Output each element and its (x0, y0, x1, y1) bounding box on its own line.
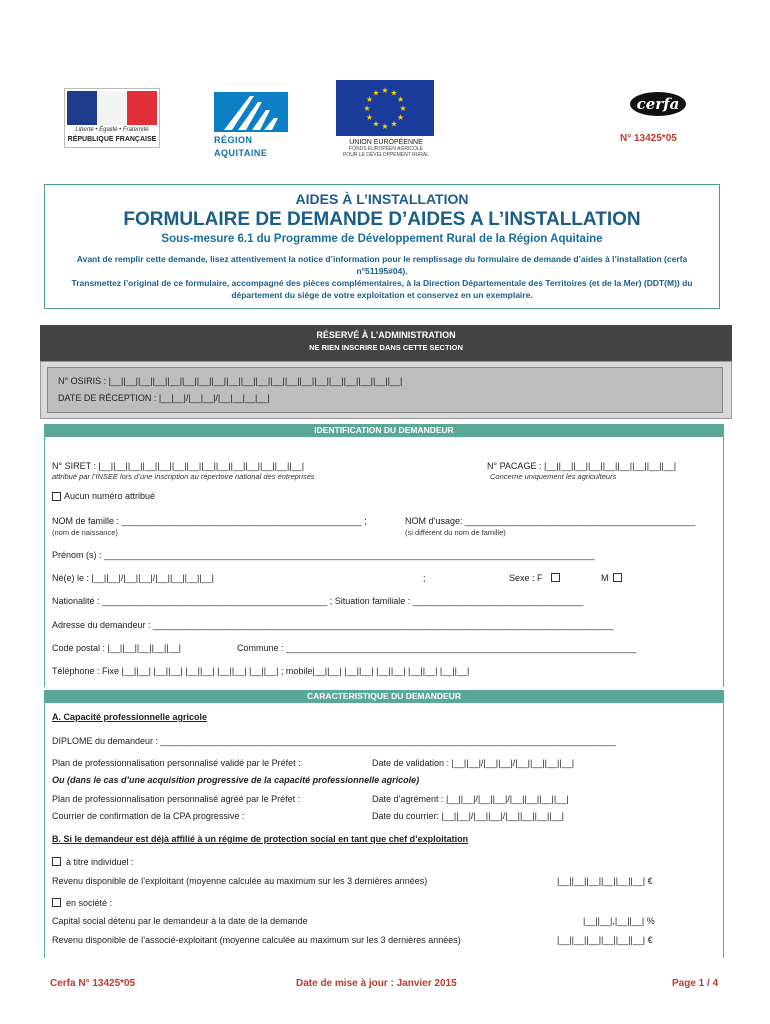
svg-text:★: ★ (390, 119, 398, 129)
siret-field[interactable]: N° SIRET : |__||__||__||__||__||__||__||__||__||__||__||__||__||__| (52, 461, 305, 471)
eu-name: UNION EUROPÉENNE (349, 139, 423, 146)
affiliation-title: B. Si le demandeur est déjà affilié à un régime de protection social en tant que chef d’exploitation (52, 834, 469, 844)
svg-text:★: ★ (381, 122, 389, 131)
no-number-label: Aucun numéro attribué (64, 491, 156, 501)
siret-note: attribué par l’INSEE lors d’une inscription au répertoire national des entreprises (52, 472, 315, 481)
code-postal-field[interactable]: Code postal : |__||__||__||__||__| (52, 643, 181, 653)
cerfa-logo: cerfa (630, 92, 686, 116)
union-europeenne-logo (336, 80, 436, 166)
en-societe-checkbox[interactable] (52, 898, 61, 907)
sexe-m-label: M (601, 573, 609, 583)
revenu-exploitant-label: Revenu disponible de l’exploitant (moyenne calculée au maximum sur les 3 dernières années) (52, 876, 428, 886)
plan-valide-label: Plan de professionnalisation personnalisé validé par le Préfet : (52, 758, 301, 768)
commune-field[interactable]: Commune : ______________________________________________________________________ (237, 643, 637, 653)
svg-text:★: ★ (365, 95, 373, 104)
no-number-checkbox[interactable] (52, 492, 61, 501)
svg-text:★: ★ (397, 113, 405, 122)
en-societe-label: en société : (66, 898, 113, 908)
footer-cerfa: Cerfa N° 13425*05 (50, 978, 136, 989)
revenu-associe-field[interactable]: |__||__||__||__||__||__| € (557, 935, 653, 945)
sous-mesure: Sous-mesure 6.1 du Programme de Développement Rural de la Région Aquitaine (161, 233, 603, 245)
rf-name: RÉPUBLIQUE FRANÇAISE (67, 136, 157, 143)
naissance-separator: ; (423, 573, 426, 583)
svg-text:★: ★ (365, 113, 373, 122)
aquitaine-mark-icon (214, 92, 288, 132)
titre-individuel-checkbox[interactable] (52, 857, 61, 866)
sexe-label: Sexe : F (509, 573, 543, 583)
cpa-progressive-note: Ou (dans le cas d’une acquisition progressive de la capacité professionnelle agricole) (52, 775, 420, 785)
date-courrier-field[interactable]: Date du courrier: |__||__|/|__||__|/|__||__||__||__| (372, 811, 565, 821)
diplome-field[interactable]: DIPLOME du demandeur : ___________________________________________________________________________________________ (52, 736, 617, 746)
caracteristique-header: CARACTERISTIQUE DU DEMANDEUR (44, 690, 724, 703)
nationalite-field[interactable]: Nationalité : _____________________________________________ ; Situation familiale : __________________________________ (52, 596, 583, 606)
capacite-title: A. Capacité professionnelle agricole (52, 712, 208, 722)
admin-note: NE RIEN INSCRIRE DANS CETTE SECTION (309, 343, 463, 352)
nom-usage-note: (si différent du nom de famille) (405, 528, 506, 537)
revenu-associe-label: Revenu disponible de l’associé-exploitant (moyenne calculée au maximum sur les 3 dernières années) (52, 935, 461, 945)
titre-individuel-label: à titre individuel : (66, 857, 134, 867)
plan-agree-label: Plan de professionnalisation personnalisé agréé par le Préfet : (52, 794, 301, 804)
sexe-m-checkbox[interactable] (613, 573, 622, 582)
admin-inner-box (47, 367, 723, 413)
svg-text:★: ★ (399, 104, 407, 113)
svg-text:★: ★ (363, 104, 371, 113)
svg-text:★: ★ (381, 86, 389, 95)
nom-usage-field[interactable]: NOM d’usage: ______________________________________________ (405, 516, 696, 526)
instructions-2: Transmettez l’original de ce formulaire, accompagné des pièces complémentaires, à la Direction Départementale des Territoires (et de la Mer) (DDT(M)) du département du siège de votre exploitation et conservez en un exemplaire. (71, 278, 693, 300)
nom-famille-field[interactable]: NOM de famille : ________________________________________________ ; (52, 516, 367, 526)
eu-flag-icon (336, 80, 434, 136)
date-agrement-field[interactable]: Date d’agrément : |__||__|/|__||__|/|__||__||__||__| (372, 794, 569, 804)
adresse-field[interactable]: Adresse du demandeur : ____________________________________________________________________________________________ (52, 620, 614, 630)
eu-fund-line1: FONDS EUROPÉEN AGRICOLE (349, 146, 423, 152)
identification-header: IDENTIFICATION DU DEMANDEUR (44, 424, 724, 437)
footer-page: Page 1 / 4 (672, 978, 719, 989)
telephone-field[interactable]: Téléphone : Fixe |__||__| |__||__| |__||__| |__||__| |__||__| ; mobile|__||__| |__||__| |__||__| |__||__| |__||__| (52, 666, 470, 676)
courrier-label: Courrier de confirmation de la CPA progressive : (52, 811, 245, 821)
title-box (44, 184, 720, 309)
revenu-exploitant-field[interactable]: |__||__||__||__||__||__| € (557, 876, 653, 886)
form-subtitle: AIDES À L’INSTALLATION (295, 191, 469, 207)
french-flag-icon (67, 91, 157, 125)
svg-text:★: ★ (372, 88, 380, 98)
reception-date-field[interactable]: DATE DE RÉCEPTION : |__|__|/|__|__|/|__|__|__|__| (58, 393, 270, 403)
page-title: FORMULAIRE DE DEMANDE D’AIDES A L’INSTALLATION (123, 209, 641, 230)
republique-francaise-logo (64, 88, 160, 148)
svg-text:★: ★ (372, 119, 380, 129)
admin-section-body (40, 361, 732, 419)
sexe-f-checkbox[interactable] (551, 573, 560, 582)
region-aquitaine-logo (214, 92, 288, 158)
pacage-note: Concerne uniquement les agriculteurs (490, 472, 617, 481)
footer-date: Date de mise à jour : Janvier 2015 (296, 978, 457, 989)
eu-fund-line2: POUR LE DÉVELOPPEMENT RURAL (342, 152, 430, 158)
osiris-field[interactable]: N° OSIRIS : |__||__||__||__||__||__||__||__||__||__||__||__||__||__||__||__||__||__||__||__| (58, 376, 403, 386)
rf-motto: Liberté • Égalité • Fraternité (75, 127, 149, 133)
instructions-1: Avant de remplir cette demande, lisez attentivement la notice d’information pour le remplissage du formulaire de demande d’aides à l’installation (cerfa n°51195#04). (76, 254, 688, 276)
naissance-field[interactable]: Né(e) le : |__||__|/|__||__|/|__||__||__||__| (52, 573, 215, 583)
capital-social-field[interactable]: |__||__|,|__||__| % (583, 916, 655, 926)
cerfa-number: N° 13425*05 (620, 133, 677, 144)
aquitaine-line1: RÉGION (214, 135, 253, 145)
svg-text:★: ★ (390, 88, 398, 98)
nom-famille-note: (nom de naissance) (52, 528, 118, 537)
capital-social-label: Capital social détenu par le demandeur à la date de la demande (52, 916, 308, 926)
pacage-field[interactable]: N° PACAGE : |__||__||__||__||__||__||__||__||__| (487, 461, 677, 471)
date-validation-field[interactable]: Date de validation : |__||__|/|__||__|/|__||__||__||__| (372, 758, 575, 768)
prenom-field[interactable]: Prénom (s) : __________________________________________________________________________________________________ (52, 550, 595, 560)
admin-section-header (40, 325, 732, 361)
aquitaine-line2: AQUITAINE (214, 148, 268, 158)
admin-title: RÉSERVÉ À L’ADMINISTRATION (316, 330, 456, 340)
svg-text:★: ★ (397, 95, 405, 104)
